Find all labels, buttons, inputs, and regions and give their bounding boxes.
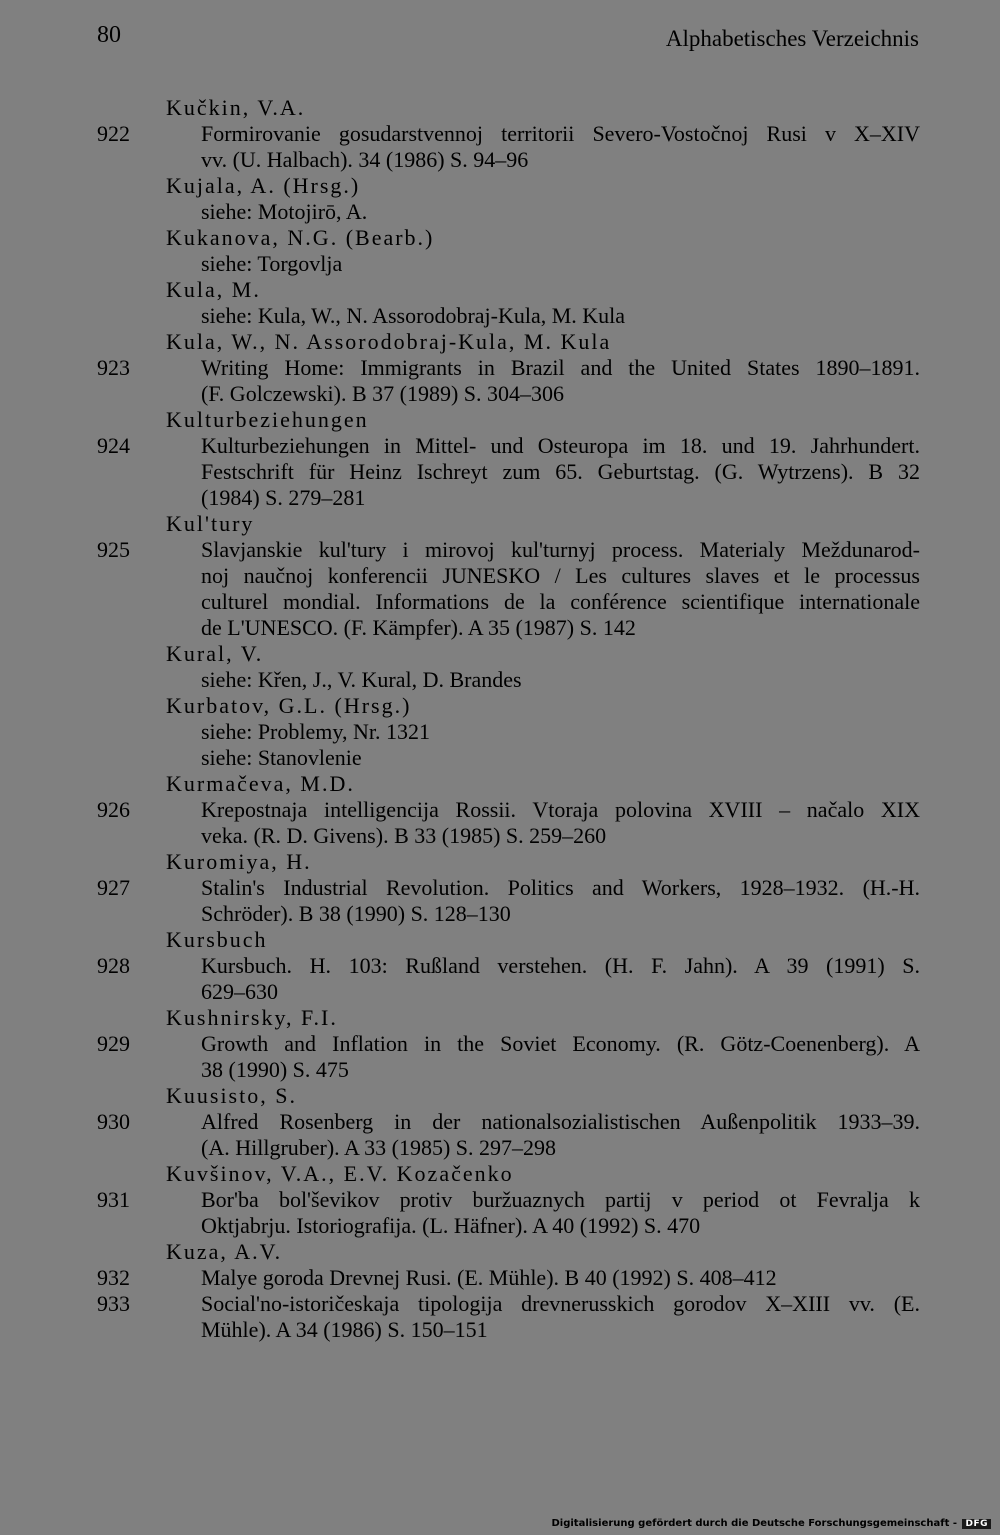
index-heading-line: [0, 225, 1000, 251]
entry-text: siehe: Křen, J., V. Kural, D. Brandes: [201, 667, 522, 692]
index-entry-line: [0, 147, 1000, 173]
index-heading-line: [0, 771, 1000, 797]
index-entry-line: [0, 121, 1000, 147]
running-head: Alphabetisches Verzeichnis: [665, 26, 919, 51]
index-heading-line: [0, 277, 1000, 303]
entry-text: Krepostnaja intelligencija Rossii. Vtoraja polovina XVIII – načalo XIX: [201, 797, 920, 822]
index-entry-line: [0, 1187, 1000, 1213]
entry-text: noj naučnoj konferencii JUNESKO / Les cultures slaves et le processus: [201, 563, 920, 588]
index-entry-line: [0, 979, 1000, 1005]
entry-number: 923: [97, 355, 130, 380]
entry-number: 926: [97, 797, 130, 822]
index-heading-line: [0, 407, 1000, 433]
index-heading-line: [0, 849, 1000, 875]
index-entry-line: [0, 199, 1000, 225]
entry-text: veka. (R. D. Givens). B 33 (1985) S. 259–260: [201, 823, 607, 848]
entry-text: Slavjanskie kul'tury i mirovoj kul'turnyj process. Materialy Meždunarod-: [201, 537, 920, 562]
index-entry-line: [0, 667, 1000, 693]
entry-number: 929: [97, 1031, 130, 1056]
entry-text: Stalin's Industrial Revolution. Politics and Workers, 1928–1932. (H.-H.: [201, 875, 920, 900]
index-heading-line: [0, 927, 1000, 953]
entry-text: siehe: Kula, W., N. Assorodobraj-Kula, M. Kula: [201, 303, 626, 328]
entry-number: 922: [97, 121, 130, 146]
author-heading: Kula, M.: [166, 277, 261, 302]
entry-text: 629–630: [201, 979, 278, 1004]
entry-text: Formirovanie gosudarstvennoj territorii Severo-Vostočnoj Rusi v X–XIV: [201, 121, 920, 146]
index-entry-line: [0, 797, 1000, 823]
entry-text: (1984) S. 279–281: [201, 485, 366, 510]
entry-text: Writing Home: Immigrants in Brazil and the United States 1890–1891.: [201, 355, 920, 380]
entry-number: 927: [97, 875, 130, 900]
author-heading: Kursbuch: [166, 927, 268, 952]
dfg-logo: DFG: [962, 1519, 991, 1529]
entry-text: siehe: Torgovlja: [201, 251, 343, 276]
entry-text: vv. (U. Halbach). 34 (1986) S. 94–96: [201, 147, 529, 172]
entry-number: 924: [97, 433, 130, 458]
entry-text: 38 (1990) S. 475: [201, 1057, 349, 1082]
index-entry-line: [0, 823, 1000, 849]
index-entry-line: [0, 615, 1000, 641]
author-heading: Kul'tury: [166, 511, 255, 536]
author-heading: Kurbatov, G.L. (Hrsg.): [166, 693, 412, 718]
index-entry-line: [0, 1265, 1000, 1291]
entry-text: siehe: Motojirō, A.: [201, 199, 368, 224]
index-entry-line: [0, 485, 1000, 511]
author-heading: Kural, V.: [166, 641, 264, 666]
entry-number: 930: [97, 1109, 130, 1134]
author-heading: Kukanova, N.G. (Bearb.): [166, 225, 435, 250]
index-heading-line: [0, 329, 1000, 355]
author-heading: Kučkin, V.A.: [166, 95, 306, 120]
index-entry-line: [0, 719, 1000, 745]
page-number: 80: [97, 22, 121, 48]
entry-text: Festschrift für Heinz Ischreyt zum 65. Geburtstag. (G. Wytrzens). B 32: [201, 459, 920, 484]
entry-number: 925: [97, 537, 130, 562]
index-entry-line: [0, 1135, 1000, 1161]
entry-text: Malye goroda Drevnej Rusi. (E. Mühle). B 40 (1992) S. 408–412: [201, 1265, 777, 1290]
index-entry-line: [0, 745, 1000, 771]
index-entry-line: [0, 251, 1000, 277]
author-heading: Kuromiya, H.: [166, 849, 312, 874]
author-heading: Kushnirsky, F.I.: [166, 1005, 338, 1030]
entry-text: Alfred Rosenberg in der nationalsozialistischen Außenpolitik 1933–39.: [201, 1109, 920, 1134]
entry-text: (F. Golczewski). B 37 (1989) S. 304–306: [201, 381, 565, 406]
entry-number: 932: [97, 1265, 130, 1290]
entry-text: Kursbuch. H. 103: Rußland verstehen. (H. F. Jahn). A 39 (1991) S.: [201, 953, 920, 978]
entry-text: siehe: Stanovlenie: [201, 745, 362, 770]
entry-text: Mühle). A 34 (1986) S. 150–151: [201, 1317, 488, 1342]
entry-text: (A. Hillgruber). A 33 (1985) S. 297–298: [201, 1135, 557, 1160]
index-entry-line: [0, 901, 1000, 927]
index-entry-line: [0, 433, 1000, 459]
index-entry-line: [0, 1291, 1000, 1317]
index-heading-line: [0, 1005, 1000, 1031]
index-heading-line: [0, 1239, 1000, 1265]
index-entry-line: [0, 953, 1000, 979]
index-entry-line: [0, 537, 1000, 563]
entry-number: 931: [97, 1187, 130, 1212]
index-entry-line: [0, 875, 1000, 901]
author-heading: Kuza, A.V.: [166, 1239, 283, 1264]
index-list: [0, 95, 1000, 1343]
index-entry-line: [0, 355, 1000, 381]
index-entry-line: [0, 1109, 1000, 1135]
entry-text: Oktjabrju. Istoriografija. (L. Häfner). A 40 (1992) S. 470: [201, 1213, 701, 1238]
index-entry-line: [0, 1213, 1000, 1239]
entry-text: Schröder). B 38 (1990) S. 128–130: [201, 901, 511, 926]
index-entry-line: [0, 589, 1000, 615]
index-heading-line: [0, 511, 1000, 537]
entry-text: Social'no-istoričeskaja tipologija drevnerusskich gorodov X–XIII vv. (E.: [201, 1291, 920, 1316]
index-entry-line: [0, 303, 1000, 329]
index-entry-line: [0, 459, 1000, 485]
index-heading-line: [0, 173, 1000, 199]
index-entry-line: [0, 381, 1000, 407]
index-heading-line: [0, 95, 1000, 121]
entry-text: siehe: Problemy, Nr. 1321: [201, 719, 430, 744]
entry-number: 928: [97, 953, 130, 978]
index-entry-line: [0, 1031, 1000, 1057]
index-heading-line: [0, 1083, 1000, 1109]
entry-text: Bor'ba bol'ševikov protiv buržuaznych partij v period ot Fevralja k: [201, 1187, 920, 1212]
entry-text: Growth and Inflation in the Soviet Economy. (R. Götz-Coenenberg). A: [201, 1031, 920, 1056]
author-heading: Kurmačeva, M.D.: [166, 771, 355, 796]
author-heading: Kula, W., N. Assorodobraj-Kula, M. Kula: [166, 329, 612, 354]
index-entry-line: [0, 1057, 1000, 1083]
author-heading: Kuvšinov, V.A., E.V. Kozačenko: [166, 1161, 514, 1186]
footer-text: Digitalisierung gefördert durch die Deutsche Forschungsgemeinschaft -: [551, 1518, 957, 1529]
entry-number: 933: [97, 1291, 130, 1316]
index-entry-line: [0, 1317, 1000, 1343]
index-heading-line: [0, 1161, 1000, 1187]
index-entry-line: [0, 563, 1000, 589]
index-heading-line: [0, 641, 1000, 667]
entry-text: Kulturbeziehungen in Mittel- und Osteuropa im 18. und 19. Jahrhundert.: [201, 433, 920, 458]
footer-credit: [551, 1518, 991, 1529]
entry-text: de L'UNESCO. (F. Kämpfer). A 35 (1987) S. 142: [201, 615, 636, 640]
entry-text: culturel mondial. Informations de la conférence scientifique internationale: [201, 589, 920, 614]
author-heading: Kulturbeziehungen: [166, 407, 369, 432]
author-heading: Kuusisto, S.: [166, 1083, 297, 1108]
author-heading: Kujala, A. (Hrsg.): [166, 173, 361, 198]
index-heading-line: [0, 693, 1000, 719]
